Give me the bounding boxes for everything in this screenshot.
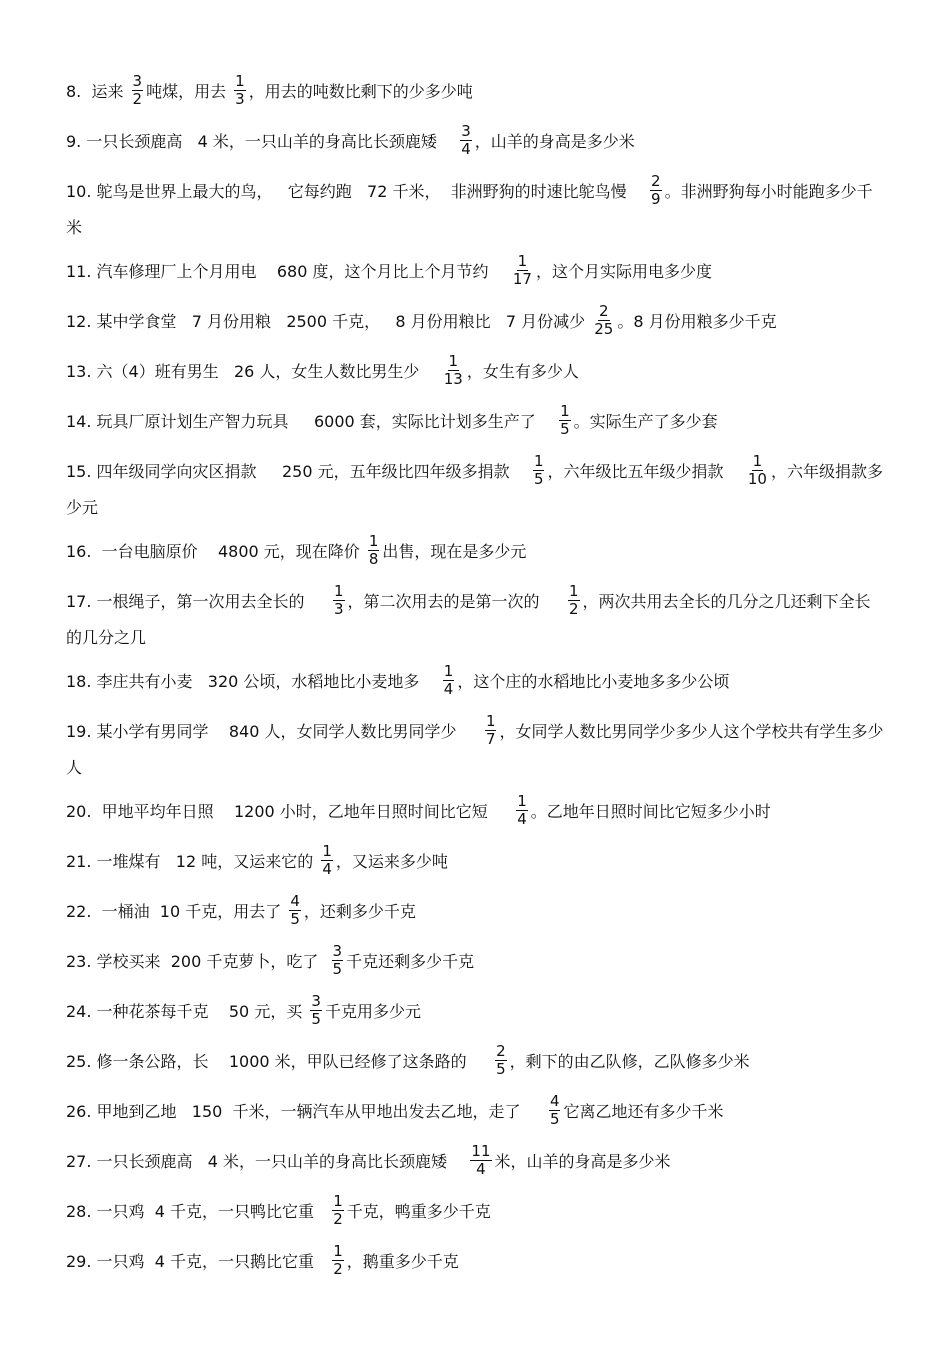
problem-text: 27. 一只长颈鹿高 4 米，一只山羊的身高比长颈鹿矮	[66, 1152, 468, 1171]
fraction-denominator: 9	[651, 190, 661, 208]
fraction	[234, 73, 246, 108]
fraction	[512, 253, 533, 288]
fraction-numerator: 1	[517, 252, 528, 270]
fraction-denominator: 5	[290, 910, 300, 928]
fraction-denominator: 3	[235, 90, 245, 108]
problem-text: 千克，鸭重多少千克	[346, 1202, 491, 1221]
problem-item	[66, 664, 886, 700]
fraction	[533, 453, 545, 488]
fraction-denominator: 2	[568, 600, 579, 618]
fraction	[289, 893, 301, 928]
problem-text: ，鹅重多少千克	[346, 1252, 459, 1271]
problem-item	[66, 254, 886, 290]
fraction-denominator: 13	[443, 370, 463, 388]
fraction-denominator: 5	[496, 1060, 506, 1078]
problem-text: 22. 一桶油 10 千克，用去了	[66, 902, 287, 921]
fraction	[549, 1093, 561, 1128]
problem-text: 8. 运来	[66, 82, 129, 101]
fraction-numerator: 1	[560, 402, 570, 420]
fraction-numerator: 1	[568, 582, 579, 600]
fraction-numerator: 4	[549, 1092, 560, 1110]
fraction-numerator: 11	[471, 1142, 491, 1160]
fraction-numerator: 1	[333, 1242, 343, 1260]
fraction	[310, 993, 322, 1028]
fraction	[747, 453, 768, 488]
fraction-denominator: 5	[560, 420, 570, 438]
problem-item	[66, 1144, 886, 1180]
problem-text: ，两次共用去全长的几分之几还剩下全长的几分之几	[66, 592, 871, 647]
fraction-denominator: 25	[594, 320, 614, 338]
problem-text: 15. 四年级同学向灾区捐款 250 元，五年级比四年级多捐款	[66, 462, 530, 481]
fraction-denominator: 3	[333, 600, 344, 618]
problem-text: 20. 甲地平均年日照 1200 小时，乙地年日照时间比它短	[66, 802, 514, 821]
problem-text: 。非洲野狗每小时能跑多少千米	[66, 182, 873, 237]
problem-text: 23. 学校买来 200 千克萝卜，吃了	[66, 952, 329, 971]
fraction-denominator: 2	[333, 1260, 343, 1278]
fraction	[593, 303, 614, 338]
problem-item	[66, 404, 886, 440]
problem-item	[66, 894, 886, 930]
problem-text: 它离乙地还有多少千米	[563, 1102, 724, 1121]
problem-text: 。乙地年日照时间比它短多少小时	[530, 802, 771, 821]
problem-text: 28. 一只鸡 4 千克，一只鸭比它重	[66, 1202, 330, 1221]
problem-text: 千克还剩多少千克	[346, 952, 475, 971]
fraction-denominator: 4	[476, 1160, 486, 1178]
problem-item	[66, 944, 886, 980]
fraction-numerator: 1	[333, 582, 344, 600]
problem-list	[66, 74, 886, 1294]
fraction-numerator: 3	[311, 992, 321, 1010]
problem-text: ，第二次用去的是第一次的	[347, 592, 565, 611]
problem-text: ，女同学人数比男同学少多少人这个学校共有学生多少人	[66, 722, 884, 777]
fraction-numerator: 2	[496, 1042, 506, 1060]
fraction-numerator: 1	[485, 712, 496, 730]
fraction	[443, 353, 464, 388]
fraction	[333, 583, 345, 618]
fraction-numerator: 1	[448, 352, 459, 370]
problem-item	[66, 454, 886, 526]
problem-text: ，还剩多少千克	[303, 902, 416, 921]
problem-text: 25. 修一条公路，长 1000 米，甲队已经修了这条路的	[66, 1052, 493, 1071]
fraction	[650, 173, 662, 208]
problem-text: 19. 某小学有男同学 840 人，女同学人数比男同学少	[66, 722, 482, 741]
fraction-denominator: 4	[517, 810, 527, 828]
problem-text: ，用去的吨数比剩下的少多少吨	[248, 82, 473, 101]
problem-text: 。实际生产了多少套	[573, 412, 718, 431]
fraction-denominator: 2	[132, 90, 143, 108]
problem-text: 24. 一种花茶每千克 50 元，买	[66, 1002, 308, 1021]
problem-item	[66, 534, 886, 570]
problem-text: 13. 六（4）班有男生 26 人，女生人数比男生少	[66, 362, 440, 381]
problem-text: 21. 一堆煤有 12 吨，又运来它的	[66, 852, 319, 871]
fraction-numerator: 1	[322, 842, 332, 860]
problem-text: ，六年级捐款多少元	[66, 462, 883, 517]
problem-item	[66, 844, 886, 880]
problem-text: 10. 鸵鸟是世界上最大的鸟， 它每约跑 72 千米， 非洲野狗的时速比鸵鸟慢	[66, 182, 648, 201]
problem-item	[66, 304, 886, 340]
problem-item	[66, 174, 886, 246]
fraction	[495, 1043, 507, 1078]
problem-text: 16. 一台电脑原价 4800 元，现在降价	[66, 542, 365, 561]
problem-text: 14. 玩具厂原计划生产智力玩具 6000 套，实际比计划多生产了	[66, 412, 557, 431]
problem-item	[66, 994, 886, 1030]
fraction-numerator: 2	[599, 302, 609, 320]
problem-text: 18. 李庄共有小麦 320 公顷，水稻地比小麦地多	[66, 672, 440, 691]
problem-item	[66, 74, 886, 110]
fraction	[332, 1243, 344, 1278]
fraction-denominator: 7	[485, 730, 496, 748]
fraction-numerator: 1	[333, 1192, 343, 1210]
problem-text: ，这个庄的水稻地比小麦地多多少公顷	[457, 672, 730, 691]
problem-text: 17. 一根绳子，第一次用去全长的	[66, 592, 330, 611]
problem-text: 9. 一只长颈鹿高 4 米，一只山羊的身高比长颈鹿矮	[66, 132, 458, 151]
fraction-denominator: 4	[443, 680, 454, 698]
problem-item	[66, 354, 886, 390]
fraction-denominator: 5	[332, 960, 343, 978]
fraction-denominator: 10	[747, 470, 767, 488]
fraction-numerator: 1	[533, 452, 544, 470]
problem-text: 11. 汽车修理厂上个月用电 680 度，这个月比上个月节约	[66, 262, 509, 281]
fraction-denominator: 4	[322, 860, 332, 878]
problem-item	[66, 124, 886, 160]
problem-item	[66, 1244, 886, 1280]
problem-text: 26. 甲地到乙地 150 千米，一辆汽车从甲地出发去乙地，走了	[66, 1102, 546, 1121]
problem-text: 千克用多少元	[324, 1002, 421, 1021]
fraction-numerator: 3	[132, 72, 143, 90]
fraction	[332, 943, 344, 978]
fraction-numerator: 1	[752, 452, 763, 470]
fraction-numerator: 1	[368, 532, 379, 550]
fraction-denominator: 2	[333, 1210, 343, 1228]
fraction-denominator: 8	[368, 550, 379, 568]
fraction	[460, 123, 472, 158]
fraction	[470, 1143, 491, 1178]
fraction-numerator: 4	[290, 892, 300, 910]
fraction	[443, 663, 455, 698]
fraction	[368, 533, 380, 568]
fraction	[568, 583, 580, 618]
problem-text: 29. 一只鸡 4 千克，一只鹅比它重	[66, 1252, 330, 1271]
fraction	[132, 73, 144, 108]
problem-text: ，又运来多少吨	[335, 852, 448, 871]
problem-text: 。8 月份用粮多少千克	[617, 312, 777, 331]
fraction-numerator: 3	[332, 942, 343, 960]
fraction	[485, 713, 497, 748]
fraction-denominator: 4	[461, 140, 471, 158]
problem-item	[66, 1094, 886, 1130]
problem-text: 12. 某中学食堂 7 月份用粮 2500 千克， 8 月份用粮比 7 月份减少	[66, 312, 591, 331]
problem-text: ，这个月实际用电多少度	[535, 262, 712, 281]
fraction-numerator: 1	[235, 72, 245, 90]
fraction-numerator: 1	[443, 662, 454, 680]
problem-item	[66, 1044, 886, 1080]
fraction-numerator: 2	[651, 172, 661, 190]
fraction	[516, 793, 528, 828]
fraction	[332, 1193, 344, 1228]
problem-text: ，六年级比五年级少捐款	[547, 462, 744, 481]
fraction-numerator: 3	[461, 122, 471, 140]
fraction-denominator: 17	[512, 270, 532, 288]
fraction-denominator: 5	[549, 1110, 560, 1128]
fraction	[559, 403, 571, 438]
problem-text: 吨煤，用去	[146, 82, 232, 101]
problem-text: ，女生有多少人	[466, 362, 579, 381]
problem-item	[66, 1194, 886, 1230]
fraction-denominator: 5	[533, 470, 544, 488]
problem-item	[66, 714, 886, 786]
fraction-denominator: 5	[311, 1010, 321, 1028]
problem-text: ，剩下的由乙队修，乙队修多少米	[509, 1052, 750, 1071]
problem-item	[66, 584, 886, 656]
fraction-numerator: 1	[517, 792, 527, 810]
problem-text: 出售，现在是多少元	[382, 542, 527, 561]
problem-item	[66, 794, 886, 830]
fraction	[321, 843, 333, 878]
problem-text: 米，山羊的身高是多少米	[494, 1152, 671, 1171]
problem-text: ，山羊的身高是多少米	[474, 132, 635, 151]
